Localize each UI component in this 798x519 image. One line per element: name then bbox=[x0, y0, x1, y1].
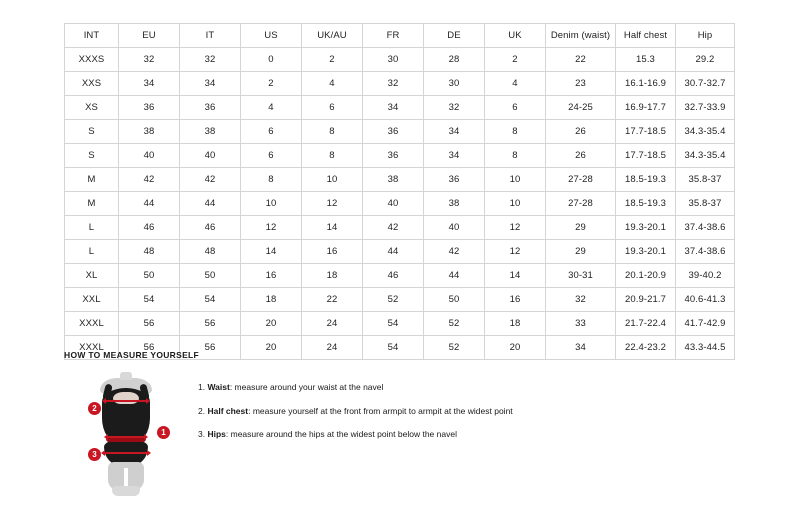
cell-half-chest: 16.1-16.9 bbox=[616, 72, 676, 96]
cell-us: 16 bbox=[241, 264, 302, 288]
cell-eu: 40 bbox=[119, 144, 180, 168]
cell-int: XXXL bbox=[65, 336, 119, 360]
cell-uk: 6 bbox=[485, 96, 546, 120]
cell-denim-waist: 26 bbox=[546, 144, 616, 168]
cell-half-chest: 16.9-17.7 bbox=[616, 96, 676, 120]
cell-uk: 16 bbox=[485, 288, 546, 312]
table-row bbox=[65, 312, 735, 336]
column-header-denim-waist: Denim (waist) bbox=[546, 24, 616, 48]
cell-ukau: 8 bbox=[302, 144, 363, 168]
table-body bbox=[65, 48, 735, 360]
cell-us: 12 bbox=[241, 216, 302, 240]
cell-ukau: 2 bbox=[302, 48, 363, 72]
cell-eu: 36 bbox=[119, 96, 180, 120]
table-header-row bbox=[65, 24, 735, 48]
cell-de: 34 bbox=[424, 144, 485, 168]
cell-uk: 10 bbox=[485, 192, 546, 216]
cell-half-chest: 15.3 bbox=[616, 48, 676, 72]
table-row bbox=[65, 144, 735, 168]
cell-ukau: 14 bbox=[302, 216, 363, 240]
cell-denim-waist: 26 bbox=[546, 120, 616, 144]
column-header-fr: FR bbox=[363, 24, 424, 48]
cell-de: 52 bbox=[424, 312, 485, 336]
table-row bbox=[65, 288, 735, 312]
cell-us: 6 bbox=[241, 144, 302, 168]
column-header-it: IT bbox=[180, 24, 241, 48]
cell-eu: 42 bbox=[119, 168, 180, 192]
column-header-ukau: UK/AU bbox=[302, 24, 363, 48]
cell-half-chest: 21.7-22.4 bbox=[616, 312, 676, 336]
cell-int: XL bbox=[65, 264, 119, 288]
cell-us: 2 bbox=[241, 72, 302, 96]
marker-badge-half-chest: 2 bbox=[88, 402, 101, 415]
cell-denim-waist: 32 bbox=[546, 288, 616, 312]
note-term-half-chest: Half chest bbox=[207, 405, 249, 416]
cell-eu: 48 bbox=[119, 240, 180, 264]
cell-hip: 43.3-44.5 bbox=[676, 336, 735, 360]
cell-fr: 30 bbox=[363, 48, 424, 72]
cell-de: 50 bbox=[424, 288, 485, 312]
cell-half-chest: 19.3-20.1 bbox=[616, 216, 676, 240]
cell-hip: 37.4-38.6 bbox=[676, 240, 735, 264]
table-row bbox=[65, 240, 735, 264]
cell-fr: 36 bbox=[363, 120, 424, 144]
column-header-hip: Hip bbox=[676, 24, 735, 48]
cell-uk: 18 bbox=[485, 312, 546, 336]
cell-it: 50 bbox=[180, 264, 241, 288]
cell-uk: 8 bbox=[485, 120, 546, 144]
cell-de: 28 bbox=[424, 48, 485, 72]
cell-int: XXXS bbox=[65, 48, 119, 72]
cell-us: 6 bbox=[241, 120, 302, 144]
cell-us: 18 bbox=[241, 288, 302, 312]
cell-us: 20 bbox=[241, 336, 302, 360]
note-number-half-chest: 2. bbox=[198, 405, 206, 416]
cell-denim-waist: 24-25 bbox=[546, 96, 616, 120]
cell-uk: 8 bbox=[485, 144, 546, 168]
mannequin-neck bbox=[120, 372, 132, 380]
cell-hip: 40.6-41.3 bbox=[676, 288, 735, 312]
cell-eu: 50 bbox=[119, 264, 180, 288]
mannequin-figure-icon bbox=[86, 372, 166, 498]
cell-int: L bbox=[65, 216, 119, 240]
cell-de: 36 bbox=[424, 168, 485, 192]
cell-int: XXL bbox=[65, 288, 119, 312]
cell-it: 34 bbox=[180, 72, 241, 96]
hip-measure-arrow-icon bbox=[105, 452, 147, 454]
cell-eu: 32 bbox=[119, 48, 180, 72]
note-term-waist: Waist bbox=[207, 382, 230, 392]
cell-ukau: 10 bbox=[302, 168, 363, 192]
cell-it: 40 bbox=[180, 144, 241, 168]
mannequin-stand bbox=[112, 486, 140, 496]
cell-int: M bbox=[65, 192, 119, 216]
cell-us: 10 bbox=[241, 192, 302, 216]
cell-it: 38 bbox=[180, 120, 241, 144]
cell-ukau: 4 bbox=[302, 72, 363, 96]
cell-it: 44 bbox=[180, 192, 241, 216]
cell-it: 36 bbox=[180, 96, 241, 120]
cell-it: 46 bbox=[180, 216, 241, 240]
measure-note-half-chest bbox=[198, 406, 513, 417]
table-row bbox=[65, 48, 735, 72]
cell-eu: 54 bbox=[119, 288, 180, 312]
cell-hip: 29.2 bbox=[676, 48, 735, 72]
column-header-de: DE bbox=[424, 24, 485, 48]
column-header-eu: EU bbox=[119, 24, 180, 48]
cell-fr: 52 bbox=[363, 288, 424, 312]
cell-ukau: 24 bbox=[302, 336, 363, 360]
waist-measure-arrow-icon bbox=[108, 436, 144, 438]
note-number-hips: 3. bbox=[198, 429, 206, 440]
table-row bbox=[65, 120, 735, 144]
cell-denim-waist: 29 bbox=[546, 216, 616, 240]
cell-fr: 36 bbox=[363, 144, 424, 168]
marker-badge-waist: 1 bbox=[157, 426, 170, 439]
column-header-us: US bbox=[241, 24, 302, 48]
cell-hip: 39-40.2 bbox=[676, 264, 735, 288]
cell-int: XXS bbox=[65, 72, 119, 96]
cell-eu: 34 bbox=[119, 72, 180, 96]
cell-uk: 14 bbox=[485, 264, 546, 288]
cell-de: 32 bbox=[424, 96, 485, 120]
cell-uk: 10 bbox=[485, 168, 546, 192]
note-text-hips: : measure around the hips at the widest point below the navel bbox=[225, 429, 457, 440]
cell-uk: 2 bbox=[485, 48, 546, 72]
table-row bbox=[65, 72, 735, 96]
size-chart-table bbox=[64, 23, 735, 360]
cell-fr: 54 bbox=[363, 336, 424, 360]
table-row bbox=[65, 216, 735, 240]
half-chest-measure-arrow-icon bbox=[106, 400, 146, 402]
cell-fr: 38 bbox=[363, 168, 424, 192]
how-to-measure-section bbox=[64, 350, 734, 498]
cell-it: 48 bbox=[180, 240, 241, 264]
cell-fr: 32 bbox=[363, 72, 424, 96]
column-header-int: INT bbox=[65, 24, 119, 48]
cell-hip: 30.7-32.7 bbox=[676, 72, 735, 96]
cell-de: 42 bbox=[424, 240, 485, 264]
cell-hip: 37.4-38.6 bbox=[676, 216, 735, 240]
marker-badge-hips: 3 bbox=[88, 448, 101, 461]
note-term-hips: Hips bbox=[207, 429, 226, 440]
cell-half-chest: 22.4-23.2 bbox=[616, 336, 676, 360]
cell-fr: 42 bbox=[363, 216, 424, 240]
cell-hip: 35.8-37 bbox=[676, 192, 735, 216]
cell-us: 0 bbox=[241, 48, 302, 72]
cell-denim-waist: 33 bbox=[546, 312, 616, 336]
cell-eu: 44 bbox=[119, 192, 180, 216]
cell-de: 52 bbox=[424, 336, 485, 360]
cell-de: 40 bbox=[424, 216, 485, 240]
cell-uk: 12 bbox=[485, 216, 546, 240]
cell-ukau: 12 bbox=[302, 192, 363, 216]
cell-ukau: 6 bbox=[302, 96, 363, 120]
cell-int: S bbox=[65, 120, 119, 144]
table-row bbox=[65, 192, 735, 216]
cell-denim-waist: 34 bbox=[546, 336, 616, 360]
cell-int: M bbox=[65, 168, 119, 192]
cell-us: 14 bbox=[241, 240, 302, 264]
note-text-half-chest: : measure yourself at the front from armpit to armpit at the widest point bbox=[248, 405, 513, 416]
table-row bbox=[65, 96, 735, 120]
cell-int: XXXL bbox=[65, 312, 119, 336]
cell-it: 42 bbox=[180, 168, 241, 192]
cell-uk: 4 bbox=[485, 72, 546, 96]
cell-ukau: 24 bbox=[302, 312, 363, 336]
cell-eu: 56 bbox=[119, 312, 180, 336]
mannequin-illustration bbox=[64, 368, 184, 498]
cell-us: 4 bbox=[241, 96, 302, 120]
cell-half-chest: 18.5-19.3 bbox=[616, 192, 676, 216]
measure-note-hips bbox=[198, 429, 513, 440]
cell-uk: 20 bbox=[485, 336, 546, 360]
mannequin-chest bbox=[113, 392, 139, 404]
cell-ukau: 22 bbox=[302, 288, 363, 312]
cell-fr: 54 bbox=[363, 312, 424, 336]
cell-fr: 34 bbox=[363, 96, 424, 120]
cell-eu: 56 bbox=[119, 336, 180, 360]
cell-de: 38 bbox=[424, 192, 485, 216]
cell-it: 32 bbox=[180, 48, 241, 72]
note-number-waist: 1. bbox=[198, 382, 206, 392]
size-chart-table-container bbox=[64, 23, 734, 360]
cell-it: 54 bbox=[180, 288, 241, 312]
cell-hip: 34.3-35.4 bbox=[676, 120, 735, 144]
cell-fr: 46 bbox=[363, 264, 424, 288]
cell-de: 30 bbox=[424, 72, 485, 96]
table-row bbox=[65, 264, 735, 288]
cell-denim-waist: 27-28 bbox=[546, 168, 616, 192]
cell-eu: 46 bbox=[119, 216, 180, 240]
cell-uk: 12 bbox=[485, 240, 546, 264]
cell-de: 44 bbox=[424, 264, 485, 288]
cell-hip: 41.7-42.9 bbox=[676, 312, 735, 336]
cell-half-chest: 17.7-18.5 bbox=[616, 144, 676, 168]
cell-denim-waist: 22 bbox=[546, 48, 616, 72]
cell-denim-waist: 23 bbox=[546, 72, 616, 96]
cell-us: 20 bbox=[241, 312, 302, 336]
cell-hip: 32.7-33.9 bbox=[676, 96, 735, 120]
column-header-uk: UK bbox=[485, 24, 546, 48]
cell-ukau: 8 bbox=[302, 120, 363, 144]
table-row bbox=[65, 168, 735, 192]
cell-half-chest: 19.3-20.1 bbox=[616, 240, 676, 264]
cell-ukau: 16 bbox=[302, 240, 363, 264]
cell-eu: 38 bbox=[119, 120, 180, 144]
note-text-waist: : measure around your waist at the navel bbox=[229, 382, 384, 392]
table-header bbox=[65, 24, 735, 48]
measure-notes-list bbox=[184, 368, 513, 453]
cell-it: 56 bbox=[180, 312, 241, 336]
how-to-measure-title: HOW TO MEASURE YOURSELF bbox=[64, 350, 200, 360]
cell-denim-waist: 30-31 bbox=[546, 264, 616, 288]
column-header-half-chest: Half chest bbox=[616, 24, 676, 48]
cell-half-chest: 18.5-19.3 bbox=[616, 168, 676, 192]
cell-hip: 35.8-37 bbox=[676, 168, 735, 192]
cell-half-chest: 17.7-18.5 bbox=[616, 120, 676, 144]
cell-int: XS bbox=[65, 96, 119, 120]
cell-denim-waist: 29 bbox=[546, 240, 616, 264]
cell-de: 34 bbox=[424, 120, 485, 144]
cell-half-chest: 20.9-21.7 bbox=[616, 288, 676, 312]
cell-half-chest: 20.1-20.9 bbox=[616, 264, 676, 288]
cell-hip: 34.3-35.4 bbox=[676, 144, 735, 168]
measure-note-waist bbox=[198, 382, 513, 393]
how-to-measure-body bbox=[64, 368, 734, 498]
cell-ukau: 18 bbox=[302, 264, 363, 288]
cell-it: 56 bbox=[180, 336, 241, 360]
cell-fr: 40 bbox=[363, 192, 424, 216]
cell-fr: 44 bbox=[363, 240, 424, 264]
cell-us: 8 bbox=[241, 168, 302, 192]
cell-int: S bbox=[65, 144, 119, 168]
cell-denim-waist: 27-28 bbox=[546, 192, 616, 216]
cell-int: L bbox=[65, 240, 119, 264]
